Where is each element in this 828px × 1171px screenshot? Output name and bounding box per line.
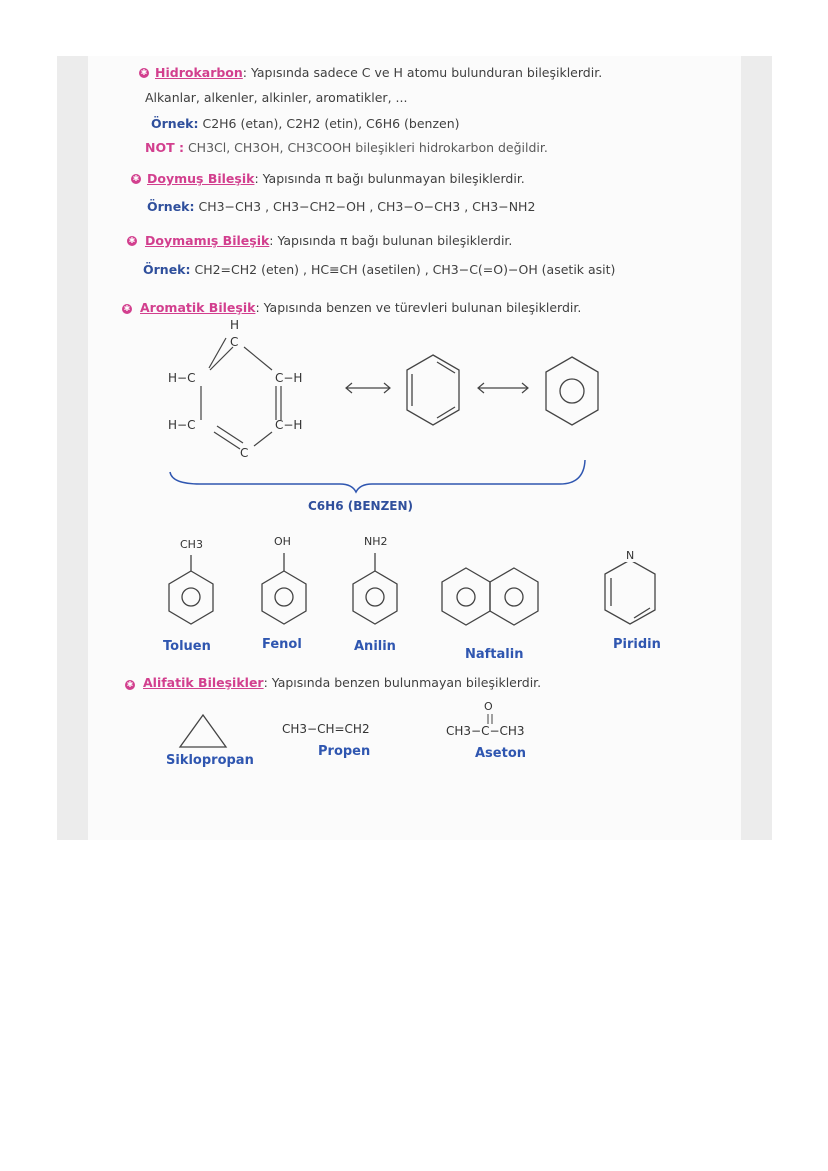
aseton-oxygen: O bbox=[484, 700, 493, 713]
hidrokarbon-definition: : Yapısında sadece C ve H atomu bulunduran bileşiklerdir. bbox=[242, 65, 603, 80]
resonance-arrow-icon bbox=[478, 383, 528, 393]
alifatik-heading bbox=[143, 675, 541, 690]
propen-formula: CH3−CH=CH2 bbox=[282, 722, 370, 736]
brace-icon bbox=[170, 460, 585, 492]
compound-name: Siklopropan bbox=[166, 753, 254, 768]
compound-name: Naftalin bbox=[465, 647, 524, 662]
toluen-ring-icon bbox=[169, 571, 213, 624]
compound-name: Aseton bbox=[475, 746, 527, 761]
benzene-kekule-icon bbox=[407, 355, 459, 425]
compound-name: Toluen bbox=[163, 639, 211, 654]
compound-name: Piridin bbox=[613, 637, 661, 652]
aromatik-title: Aromatik Bileşik bbox=[140, 300, 256, 315]
section-bullet-icon: ✱ bbox=[126, 680, 134, 689]
atom-ch: C−H bbox=[275, 371, 303, 385]
atom-hc: H−C bbox=[168, 418, 196, 432]
anilin-ring-icon bbox=[353, 571, 397, 624]
example-label: Örnek: bbox=[151, 116, 199, 131]
section-bullet-icon: ✱ bbox=[140, 68, 148, 77]
example-label: Örnek: bbox=[147, 199, 195, 214]
atom-c: C bbox=[230, 335, 239, 349]
alifatik-title: Alifatik Bileşikler bbox=[143, 675, 264, 690]
section-bullet-icon: ✱ bbox=[123, 304, 131, 313]
doymus-definition: : Yapısında π bağı bulunmayan bileşiklerdir. bbox=[254, 171, 525, 186]
atom-ch: C−H bbox=[275, 418, 303, 432]
alifatik-definition: : Yapısında benzen bulunmayan bileşiklerdir. bbox=[263, 675, 542, 690]
doymamis-definition: : Yapısında π bağı bulunan bileşiklerdir. bbox=[269, 233, 513, 248]
hidrokarbon-list: Alkanlar, alkenler, alkinler, aromatikler, ... bbox=[145, 90, 408, 105]
siklopropan-icon bbox=[180, 715, 226, 747]
compound-rings bbox=[169, 553, 655, 625]
doymus-title: Doymuş Bileşik bbox=[147, 171, 255, 186]
fenol-group: OH bbox=[274, 535, 291, 548]
resonance-arrow-icon bbox=[346, 383, 390, 393]
note-label: NOT : bbox=[145, 140, 184, 155]
carbonyl-bond-icon bbox=[488, 714, 492, 724]
piridin-group: N bbox=[626, 549, 635, 562]
benzene-circle-icon bbox=[546, 357, 598, 425]
atom-h: H bbox=[230, 318, 240, 332]
compound-name: Fenol bbox=[262, 637, 302, 652]
example-text: CH2=CH2 (eten) , HC≡CH (asetilen) , CH3−C(=O)−OH (asetik asit) bbox=[194, 262, 616, 277]
anilin-group: NH2 bbox=[364, 535, 388, 548]
aromatik-definition: : Yapısında benzen ve türevleri bulunan bileşiklerdir. bbox=[255, 300, 582, 315]
fenol-ring-icon bbox=[262, 571, 306, 624]
doymamis-title: Doymamış Bileşik bbox=[145, 233, 270, 248]
example-label: Örnek: bbox=[143, 262, 191, 277]
atom-hc: H−C bbox=[168, 371, 196, 385]
section-bullet-icon: ✱ bbox=[128, 236, 136, 245]
example-text: C2H6 (etan), C2H2 (etin), C6H6 (benzen) bbox=[202, 116, 460, 131]
example-text: CH3−CH3 , CH3−CH2−OH , CH3−O−CH3 , CH3−NH2 bbox=[198, 199, 536, 214]
toluen-group: CH3 bbox=[180, 538, 203, 551]
atom-c: C bbox=[240, 446, 249, 460]
compound-name: Propen bbox=[318, 744, 371, 759]
kekule-structure bbox=[201, 338, 281, 449]
section-bullet-icon: ✱ bbox=[132, 174, 140, 183]
hidrokarbon-title: Hidrokarbon bbox=[155, 65, 243, 80]
compound-name: Anilin bbox=[354, 639, 396, 654]
note-text: CH3Cl, CH3OH, CH3COOH bileşikleri hidrokarbon değildir. bbox=[187, 140, 548, 155]
benzene-caption: C6H6 (BENZEN) bbox=[308, 499, 414, 513]
aseton-formula: CH3−C−CH3 bbox=[446, 724, 525, 738]
naftalin-ring-icon bbox=[442, 568, 490, 625]
piridin-ring-icon bbox=[605, 560, 655, 624]
